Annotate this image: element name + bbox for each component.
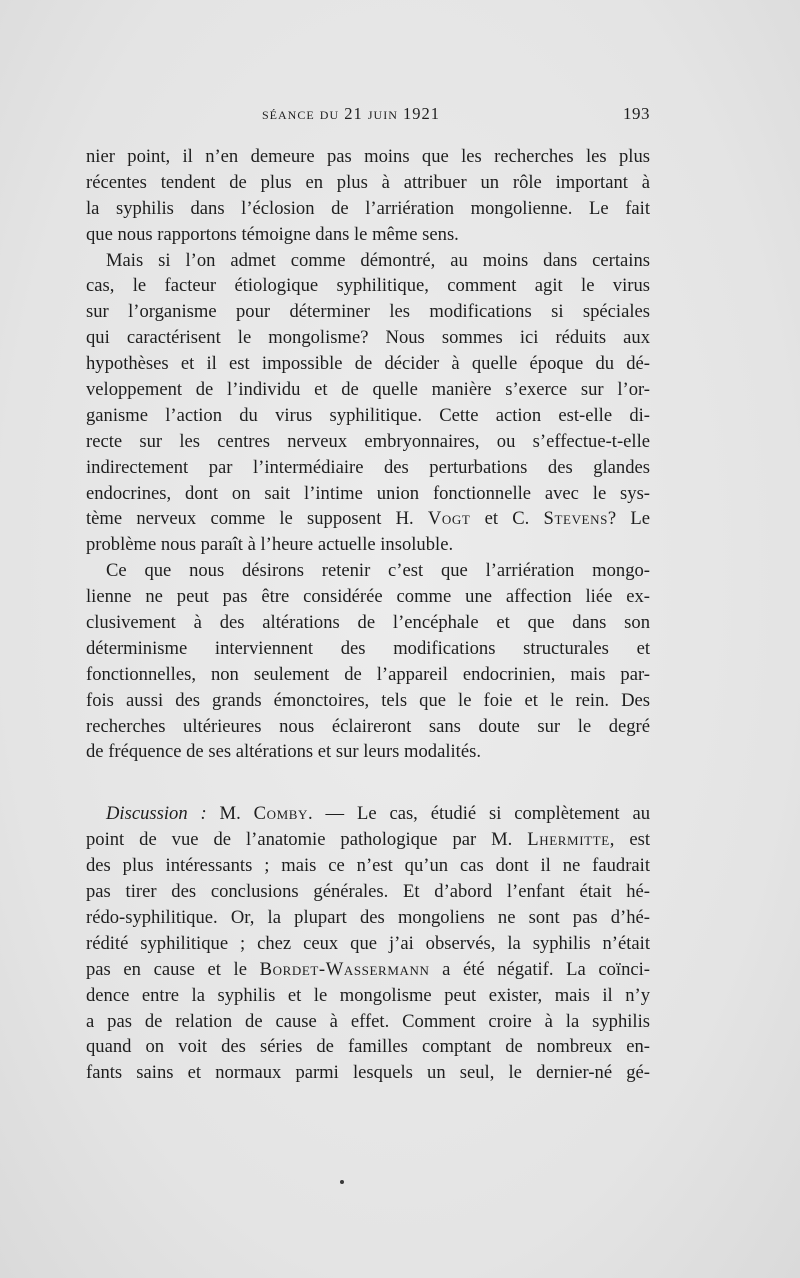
text-line: de fréquence de ses altérations et sur leurs modalités. bbox=[86, 741, 481, 763]
text-line bbox=[86, 801, 650, 827]
text-line: hypothèses et il est impossible de décider à quelle époque du dé- bbox=[86, 353, 650, 375]
text-run: tème nerveux comme le supposent H. bbox=[86, 508, 428, 530]
text-line: fois aussi des grands émonctoires, tels que le foie et le rein. Des bbox=[86, 689, 650, 711]
text-line: déterminisme interviennent des modifications structurales et bbox=[86, 637, 650, 659]
text-line: quand on voit des séries de familles comptant de nombreux en- bbox=[86, 1036, 650, 1058]
discussion-label: Discussion : bbox=[106, 803, 207, 825]
text-line: la syphilis dans l’éclosion de l’arriération mongolienne. Le fait bbox=[86, 197, 650, 219]
text-line: recte sur les centres nerveux embryonnaires, ou s’effectue-t-elle bbox=[86, 430, 650, 452]
author-name: Vogt bbox=[427, 508, 471, 530]
text-run: . — Le cas, étudié si complètement au bbox=[308, 803, 650, 825]
text-run: M. bbox=[206, 803, 254, 825]
text-line: indirectement par l’intermédiaire des perturbations des glandes bbox=[86, 456, 650, 478]
author-name: Comby bbox=[253, 803, 308, 825]
text-run: pas en cause et le bbox=[86, 958, 260, 980]
text-line: problème nous paraît à l’heure actuelle insoluble. bbox=[86, 534, 454, 556]
text-line: fants sains et normaux parmi lesquels un seul, le dernier-né gé- bbox=[86, 1062, 650, 1084]
page-number: 193 bbox=[623, 104, 650, 123]
section-gap bbox=[86, 765, 650, 801]
text-line: endocrines, dont on sait l’intime union fonctionnelle avec le sys- bbox=[86, 482, 650, 504]
author-name: Lhermitte bbox=[527, 829, 610, 851]
text-line: des plus intéressants ; mais ce n’est qu’un cas dont il ne faudrait bbox=[86, 855, 650, 877]
page-header bbox=[86, 104, 650, 134]
test-name: Bordet-Wassermann bbox=[259, 958, 430, 980]
text-line: Mais si l’on admet comme démontré, au moins dans certains bbox=[106, 249, 650, 271]
text-line bbox=[86, 827, 650, 853]
text-line: dence entre la syphilis et le mongolisme peut exister, mais il n’y bbox=[86, 984, 650, 1006]
text-line: ganisme l’action du virus syphilitique. Cette action est-elle di- bbox=[86, 404, 650, 426]
text-line: Ce que nous désirons retenir c’est que l’arriération mongo- bbox=[106, 560, 650, 582]
author-name: Stevens bbox=[543, 508, 608, 530]
text-run: point de vue de l’anatomie pathologique par M. bbox=[86, 829, 528, 851]
text-line: a pas de relation de cause à effet. Comment croire à la syphilis bbox=[86, 1010, 650, 1032]
text-line: cas, le facteur étiologique syphilitique, comment agit le virus bbox=[86, 275, 650, 297]
text-run: , est bbox=[609, 829, 651, 851]
text-line: récentes tendent de plus en plus à attribuer un rôle important à bbox=[86, 171, 650, 193]
text-line: qui caractérisent le mongolisme? Nous sommes ici réduits aux bbox=[86, 327, 650, 349]
text-line: recherches ultérieures nous éclaireront sans doute sur le degré bbox=[86, 715, 650, 737]
text-line: sur l’organisme pour déterminer les modifications si spéciales bbox=[86, 301, 650, 323]
text-line: pas tirer des conclusions générales. Et d’abord l’enfant était hé- bbox=[86, 881, 650, 903]
text-line: nier point, il n’en demeure pas moins que les recherches les plus bbox=[86, 146, 650, 167]
text-run: et C. bbox=[470, 508, 544, 530]
text-line: lienne ne peut pas être considérée comme une affection liée ex- bbox=[86, 586, 650, 608]
paper-speck bbox=[340, 1180, 344, 1184]
text-line bbox=[86, 506, 650, 532]
text-line: clusivement à des altérations de l’encéphale et que dans son bbox=[86, 612, 650, 634]
text-line: rédo-syphilitique. Or, la plupart des mongoliens ne sont pas d’hé- bbox=[86, 906, 650, 928]
text-line: que nous rapportons témoigne dans le même sens. bbox=[86, 223, 459, 245]
text-run: ? Le bbox=[607, 508, 650, 530]
body-text bbox=[86, 144, 650, 1086]
text-line: veloppement de l’individu et de quelle manière s’exerce sur l’or- bbox=[86, 379, 650, 401]
text-line: fonctionnelles, non seulement de l’appareil endocrinien, mais par- bbox=[86, 663, 650, 685]
text-run: a été négatif. La coïnci- bbox=[429, 958, 650, 980]
running-title: séance du 21 juin 1921 bbox=[262, 104, 440, 123]
text-line bbox=[86, 957, 650, 983]
text-line: rédité syphilitique ; chez ceux que j’ai observés, la syphilis n’était bbox=[86, 932, 650, 954]
